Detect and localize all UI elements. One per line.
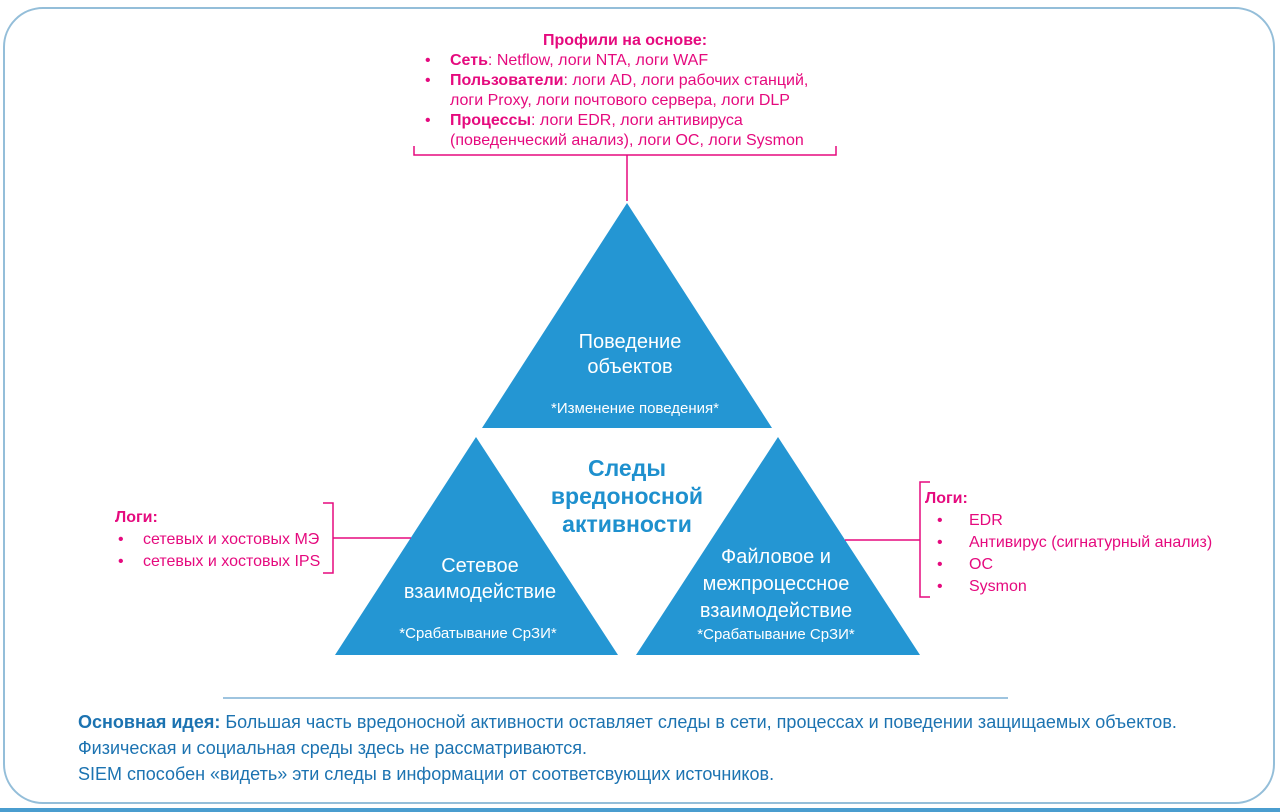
label-line: Поведение xyxy=(578,331,682,353)
top-annotation-line xyxy=(413,91,837,111)
center-title xyxy=(517,454,737,538)
left-annotation xyxy=(115,507,365,573)
top-bracket-connector xyxy=(414,146,836,201)
footer-paragraph xyxy=(78,709,1238,787)
top-annotation-line xyxy=(413,111,837,131)
triangle-left-note: *Срабатывание СрЗИ* xyxy=(399,625,557,642)
line-text: : логи EDR, логи антивируса xyxy=(531,112,743,129)
triangle-right-note: *Срабатывание СрЗИ* xyxy=(697,626,855,643)
center-title-line: Следы xyxy=(588,455,666,481)
line-text: логи Proxy, логи почтового сервера, логи DLP xyxy=(450,92,790,109)
triangle-top-note: *Изменение поведения* xyxy=(551,400,719,417)
bullet-icon: • xyxy=(937,556,943,573)
triangle-top-shape xyxy=(482,203,772,428)
top-annotation-line xyxy=(413,131,837,151)
item-text: Sysmon xyxy=(969,578,1027,595)
line-bold: Пользователи xyxy=(450,72,564,89)
line-bold: Сеть xyxy=(450,52,488,69)
top-annotation xyxy=(413,31,837,151)
bullet-icon: • xyxy=(937,534,943,551)
line-text: : Netflow, логи NTA, логи WAF xyxy=(487,52,709,69)
right-annotation-item xyxy=(925,554,1235,576)
triangle-right-label xyxy=(666,544,886,625)
bullet-icon: • xyxy=(937,578,943,595)
bullet-icon: • xyxy=(937,512,943,529)
footer-line-1-rest: Большая часть вредоносной активности оставляет следы в сети, процессах и поведении защищаемых объектов. xyxy=(220,712,1177,732)
bullet-icon: • xyxy=(425,72,431,89)
footer-line-3: SIEM способен «видеть» эти следы в информации от соответсвующих источников. xyxy=(78,764,775,784)
bullet-icon: • xyxy=(425,112,431,129)
footer-line-2: Физическая и социальная среды здесь не рассматриваются. xyxy=(78,738,588,758)
top-annotation-line xyxy=(413,71,837,91)
item-text: Антивирус (сигнатурный анализ) xyxy=(969,534,1213,551)
label-line: Сетевое xyxy=(441,555,519,577)
item-text: ОС xyxy=(969,556,993,573)
label-line: взаимодействие xyxy=(699,600,853,622)
item-text: сетевых и хостовых МЭ xyxy=(143,531,320,548)
left-annotation-item xyxy=(115,529,365,551)
triangle-top-label xyxy=(520,330,740,380)
footer-lead: Основная идея: xyxy=(78,712,221,732)
line-text: : логи AD, логи рабочих станций, xyxy=(563,72,809,89)
right-annotation xyxy=(925,488,1235,598)
item-text: сетевых и хостовых IPS xyxy=(143,553,321,570)
left-annotation-item xyxy=(115,551,365,573)
bullet-icon: • xyxy=(425,52,431,69)
left-annotation-title: Логи: xyxy=(115,509,158,526)
top-annotation-line xyxy=(413,51,837,71)
line-text: (поведенческий анализ), логи ОС, логи Sysmon xyxy=(450,132,804,149)
top-annotation-title: Профили на основе: xyxy=(542,32,708,49)
item-text: EDR xyxy=(969,512,1003,529)
label-line: Файловое и xyxy=(721,546,831,568)
bullet-icon: • xyxy=(118,553,124,570)
line-bold: Процессы xyxy=(450,112,532,129)
triangle-left-label xyxy=(370,553,590,605)
right-annotation-item xyxy=(925,510,1235,532)
right-annotation-item xyxy=(925,532,1235,554)
label-line: объектов xyxy=(587,356,673,378)
center-title-line: активности xyxy=(562,511,692,537)
label-line: взаимодействие xyxy=(403,581,557,603)
center-title-line: вредоносной xyxy=(550,483,704,509)
footer-line-1 xyxy=(78,709,1238,735)
right-annotation-item xyxy=(925,576,1235,598)
bullet-icon: • xyxy=(118,531,124,548)
right-annotation-title: Логи: xyxy=(925,490,968,507)
label-line: межпроцессное xyxy=(702,573,850,595)
